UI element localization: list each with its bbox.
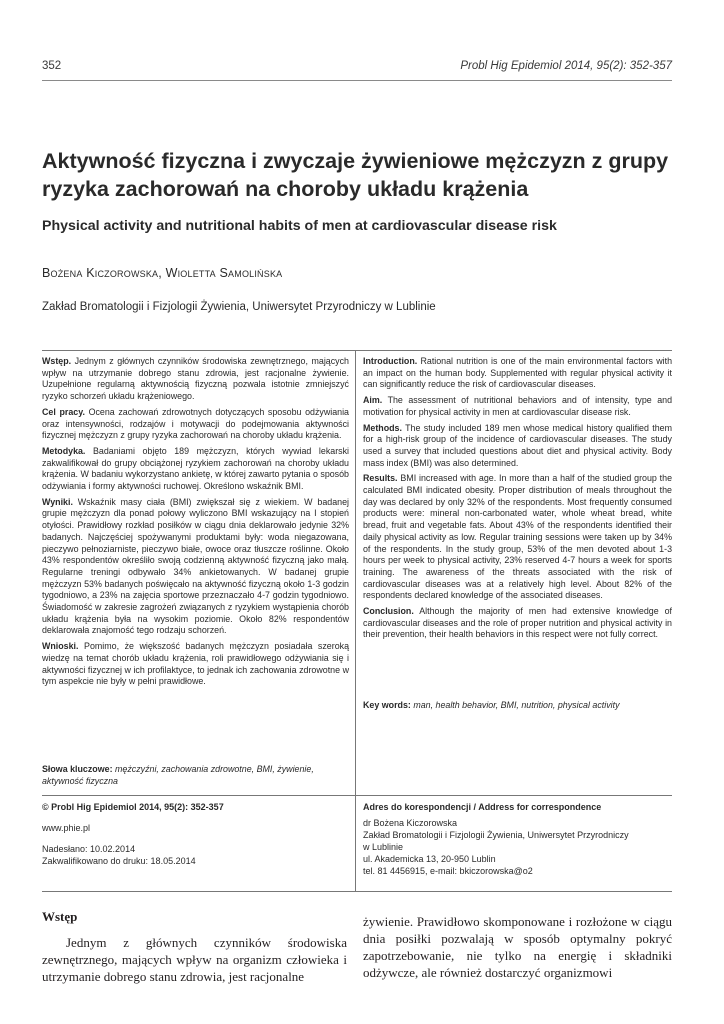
publication-metadata bbox=[42, 801, 349, 867]
body-paragraph: Jednym z głównych czynników środowiska zewnętrznego, mających wpływ na organizm człowieka i utrzymanie dobrego stanu zdrowia, jest racjonalne bbox=[42, 935, 347, 984]
abstract-text: The assessment of nutritional behaviors and of intensity, type and motivation for physical activity in men at cardiovascular disease risk. bbox=[363, 395, 673, 417]
abstract-en-paragraph bbox=[363, 395, 672, 418]
keywords-label: Key words: bbox=[363, 700, 411, 710]
metadata-top-rule bbox=[42, 795, 672, 796]
abstract-english bbox=[363, 356, 672, 645]
correspondence-line: ul. Akademicka 13, 20-950 Lublin bbox=[363, 854, 496, 864]
accepted-date: Zakwalifikowano do druku: 18.05.2014 bbox=[42, 856, 196, 866]
abstract-label: Wyniki. bbox=[42, 496, 73, 507]
header-rule bbox=[42, 80, 672, 81]
abstract-label: Wstęp. bbox=[42, 356, 72, 366]
correspondence-block bbox=[363, 801, 672, 877]
abstract-en-paragraph bbox=[363, 423, 672, 470]
abstract-pl-paragraph bbox=[42, 356, 349, 403]
keywords-english bbox=[363, 700, 672, 712]
abstract-label: Results. bbox=[363, 473, 398, 484]
affiliation: Zakład Bromatologii i Fizjologii Żywienia, Uniwersytet Przyrodniczy w Lublinie bbox=[42, 301, 436, 313]
abstract-label: Wnioski. bbox=[42, 641, 79, 652]
abstract-top-rule bbox=[42, 350, 672, 351]
abstract-label: Cel pracy. bbox=[42, 406, 85, 417]
abstract-text: BMI increased with age. In more than a half of the studied group the calculated BMI indicated obesity. Proper distribution of meals throughout the day was declared by only 32% of the respondents. Most frequently consumed products were: mineral non-carbonated water, whole wheat bread, white bread, fruit and vegetable fats. About 43% of the respondents identified their daily physical activity as low. Regular training sessions were taken up by 34% of the respondents. In the study group, 53% of the men devoted about 1-3 hours per week to physical activity, 23% reserved 4-7 hours a week for sports training. The awareness of the threats associated with the risk of cardiovascular diseases was at a relatively high level. About 82% of the respondents declared knowledge of the associated diseases. bbox=[363, 473, 673, 601]
authors: Bożena Kiczorowska, Wioletta Samolińska bbox=[42, 266, 283, 280]
metadata-spacer bbox=[42, 834, 349, 843]
abstract-pl-paragraph bbox=[42, 446, 349, 493]
abstract-text: Wskaźnik masy ciała (BMI) zwiększał się z wiekiem. W badanej grupie mężczyzn dla ponad połowy wyliczono BMI wskazujący na I stopień otyłości. Prawidłowy rozkład posiłków w ciągu dnia deklarowało jedynie 32% badanych. Najczęściej spożywanymi produktami były: woda niegazowana, pieczywo pełnoziarniste, pieczywo białe, owoce oraz tłuszcze roślinne. Około 43% respondentów określiło swoją codzienną aktywność fizyczną jako małą. Regularne treningi odbywało 34% ankietowanych. W badanej grupie mężczyzn 53% badanych poświęcało na aktywność fizyczną około 1-3 godzin tygodniowo, a 23% na zajęcia sportowe przeznaczało 4-7 godzin tygodniowo. Świadomość w zakresie zagrożeń związanych z ryzykiem wystąpienia chorób układu krążenia była na wysokim poziomie. Około 82% respondentów deklarowała znajomość tego rodzaju schorzeń. bbox=[42, 496, 349, 636]
metadata-spacer bbox=[42, 813, 349, 822]
keywords-value: man, health behavior, BMI, nutrition, physical activity bbox=[413, 700, 620, 710]
article-title-english: Physical activity and nutritional habits of men at cardiovascular disease risk bbox=[42, 218, 557, 234]
abstract-text: The study included 189 men whose medical history qualified them for a high-risk group of the incidence of cardiovascular diseases. The study used a survey that included questions about diet and physical activity. Body mass index (BMI) was also determined. bbox=[363, 422, 672, 468]
abstract-column-divider bbox=[355, 350, 356, 891]
correspondence-line: tel. 81 4456915, e-mail: bkiczorowska@o2 bbox=[363, 866, 533, 876]
keywords-polish bbox=[42, 764, 349, 787]
abstract-text: Ocena zachowań zdrowotnych dotyczących sposobu odżywiania oraz intensywności, rodzajów i motywacji do podejmowania aktywności fizycznej mężczyzn z grupy ryzyka zachorowań na choroby układu krążenia. bbox=[42, 406, 349, 441]
body-column-right bbox=[363, 913, 672, 981]
abstract-text: Although the majority of men had extensive knowledge of cardiovascular diseases and the role of proper nutrition and physical activity in their prevention, their health behaviors in this respect were not fully correct. bbox=[363, 606, 672, 640]
received-date: Nadesłano: 10.02.2014 bbox=[42, 844, 136, 854]
keywords-label: Słowa kluczowe: bbox=[42, 764, 113, 774]
abstract-pl-paragraph bbox=[42, 407, 349, 442]
abstract-text: Jednym z głównych czynników środowiska zewnętrznego, mających wpływ na utrzymanie dobrego stanu zdrowia, jest racjonalne żywienie. Uzupełnione regularną aktywnością fizyczną pozwala istotnie zmniejszyć ryzyko schorzeń układu krążeniowego. bbox=[42, 356, 349, 402]
article-title-polish: Aktywność fizyczna i zwyczaje żywieniowe mężczyzn z grupy ryzyka zachorowań na choroby układu krążenia bbox=[42, 149, 669, 201]
journal-citation: Probl Hig Epidemiol 2014, 95(2): 352-357 bbox=[460, 60, 672, 72]
metadata-citation: © Probl Hig Epidemiol 2014, 95(2): 352-357 bbox=[42, 802, 224, 812]
abstract-label: Methods. bbox=[363, 422, 402, 433]
correspondence-line: dr Bożena Kiczorowska bbox=[363, 818, 458, 828]
abstract-text: Badaniami objęto 189 mężczyzn, których wywiad lekarski zakwalifikował do grupy obciążonej ryzykiem zachorowań na choroby układu krążenia. W badaniu wykorzystano ankietę, w której zawarto pytania o sposób odżywiania i formy aktywności ruchowej. Określono wskaźnik BMI. bbox=[42, 445, 349, 492]
running-header bbox=[42, 60, 672, 78]
page-number: 352 bbox=[42, 60, 62, 72]
body-column-left bbox=[42, 909, 347, 985]
journal-website-link[interactable]: www.phie.pl bbox=[42, 823, 91, 833]
correspondence-line: w Lublinie bbox=[363, 842, 404, 852]
abstract-text: Pomimo, że większość badanych mężczyzn posiadała szeroką wiedzę na temat chorób układu krążenia, roli prawidłowego odżywiania się i aktywności fizycznej w ich profilaktyce, to jednak ich zachowania zdrowotne w tym aspekcie nie były w pełni prawidłowe. bbox=[42, 641, 350, 687]
section-title: Wstęp bbox=[42, 909, 78, 924]
abstract-label: Conclusion. bbox=[363, 606, 414, 617]
abstract-text: Rational nutrition is one of the main environmental factors with an impact on the human body. Supplemented with regular physical activity it can significantly reduce the risk of cardiovascular diseases. bbox=[363, 356, 672, 390]
correspondence-heading: Adres do korespondencji / Address for correspondence bbox=[363, 802, 602, 812]
metadata-bottom-rule bbox=[42, 891, 672, 892]
abstract-en-paragraph bbox=[363, 606, 672, 641]
abstract-en-paragraph bbox=[363, 356, 672, 391]
abstract-pl-paragraph bbox=[42, 641, 349, 688]
abstract-pl-paragraph bbox=[42, 497, 349, 637]
abstract-polish bbox=[42, 356, 349, 692]
abstract-label: Introduction. bbox=[363, 356, 418, 366]
keywords-value: mężczyźni, zachowania zdrowotne, BMI, żywienie, aktywność fizyczna bbox=[42, 764, 314, 786]
correspondence-line: Zakład Bromatologii i Fizjologii Żywienia, Uniwersytet Przyrodniczy bbox=[363, 830, 629, 840]
body-paragraph: żywienie. Prawidłowo skomponowane i rozłożone w ciągu dnia posiłki pozwalają w sposób optymalny pokryć zapotrzebowanie, nie tylko na energię i składniki odżywcze, ale również dostarczyć organizmowi bbox=[363, 914, 672, 980]
abstract-label: Aim. bbox=[363, 395, 383, 406]
abstract-en-paragraph bbox=[363, 473, 672, 602]
abstract-label: Metodyka. bbox=[42, 445, 86, 456]
